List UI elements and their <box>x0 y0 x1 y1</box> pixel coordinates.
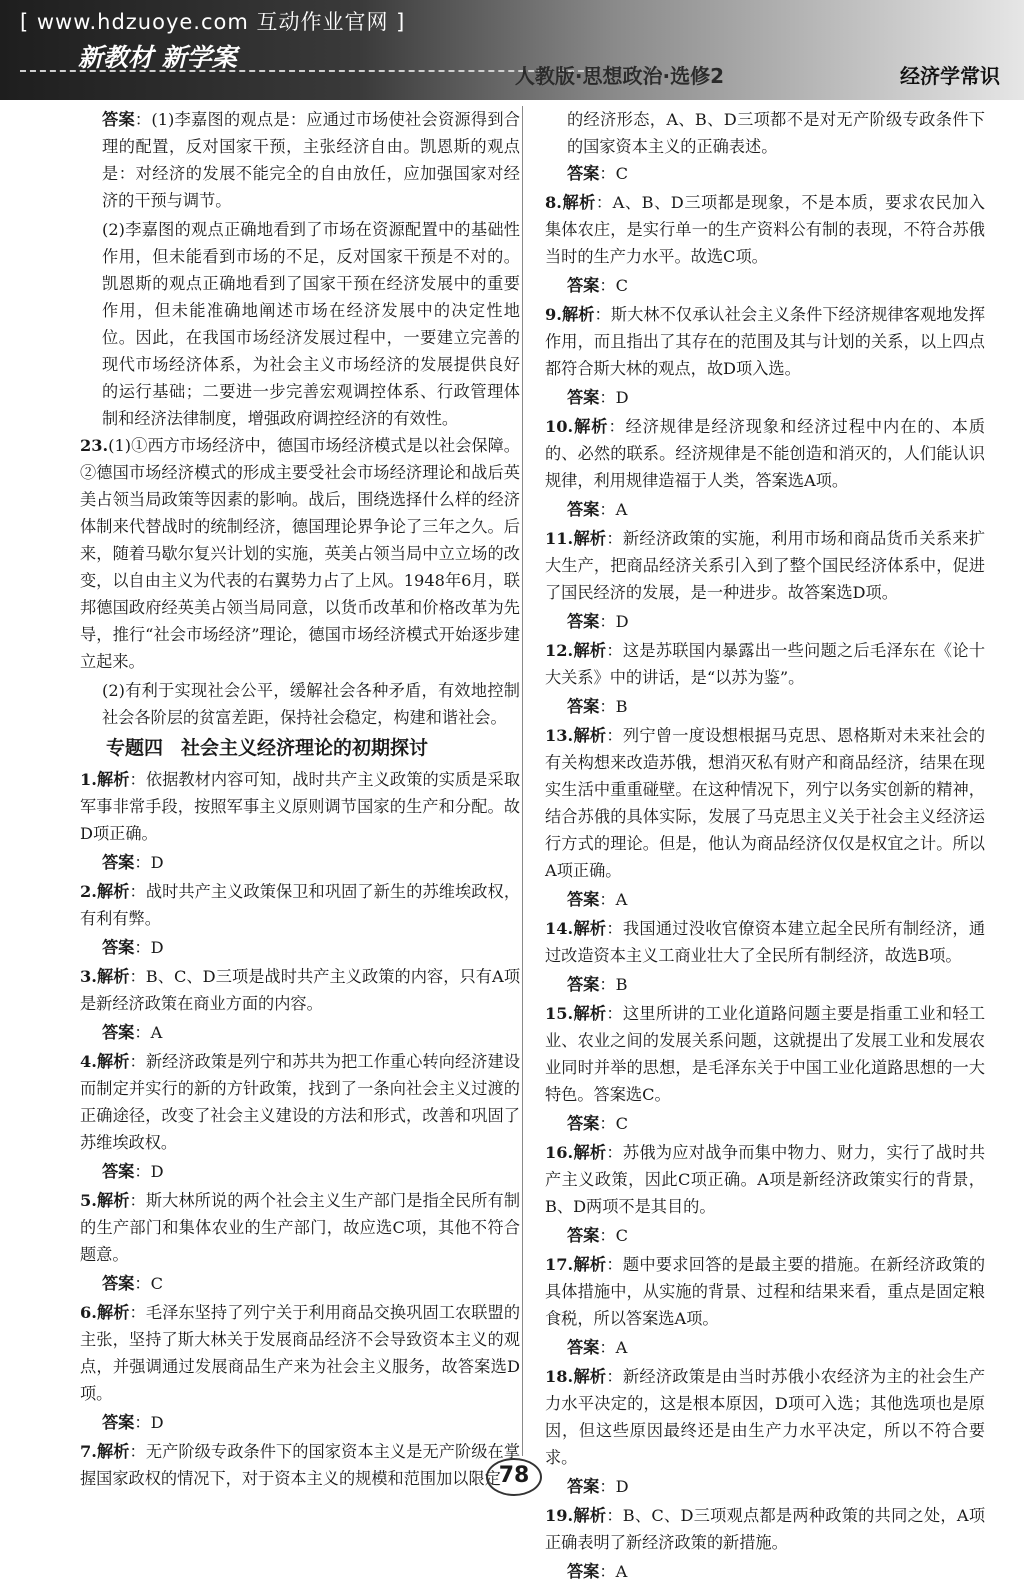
answer-value: D <box>615 1477 629 1496</box>
answer-value: D <box>150 1413 164 1432</box>
right-column <box>545 106 985 1587</box>
question-number: 13. <box>545 726 574 745</box>
header-subject: 人教版·思想政治·选修2 <box>514 64 724 88</box>
analysis-label: 解析 <box>573 641 607 660</box>
answer-label: 答案 <box>567 1114 600 1133</box>
book-brand: 新教材 新学案 <box>78 43 237 72</box>
question-item: 12.解析：这是苏联国内暴露出一些问题之后毛泽东在《论十大关系》中的讲话，是“以苏为鉴”。 <box>545 641 986 687</box>
q7-continuation: 的经济形态，A、B、D三项都不是对无产阶级专政条件下的国家资本主义的正确表述。 <box>567 110 985 156</box>
question-number: 7. <box>80 1442 97 1461</box>
question-item: 17.解析：题中要求回答的是最主要的措施。在新经济政策的具体措施中，从实施的背景、过程和结果来看，重点是固定粮食税，所以答案选A项。 <box>545 1255 986 1328</box>
question-number: 8. <box>545 193 562 212</box>
answer-label: 答案 <box>567 1477 600 1496</box>
answer-label: 答案 <box>567 276 600 295</box>
answer-value: C <box>615 1226 628 1245</box>
question-number: 1. <box>80 770 97 789</box>
q23-part1: (1)①西方市场经济中，德国市场经济模式是以社会保障。②德国市场经济模式的形成主要受社会市场经济理论和战后英美占领当局政策等因素的影响。战后，围绕选择什么样的经济体制来代替战时的统制经济，德国理论界争论了三年之久。后来，随着马歇尔复兴计划的实施，英美占领当局中立立场的改变，以自由主义为代表的右翼势力占了上风。1948年6月，联邦德国政府经英美占领当局同意，以货币改革和价格改革为先导，推行“社会市场经济”理论，德国市场经济模式开始逐步建立起来。 <box>80 436 520 671</box>
analysis-label: 解析 <box>573 919 607 938</box>
answer-value: C <box>615 164 628 183</box>
answer-label: 答案 <box>102 1023 135 1042</box>
answer-value: A <box>615 890 628 909</box>
answer-label: 答案 <box>567 612 600 631</box>
question-number: 11. <box>545 529 574 548</box>
analysis-text: 无产阶级专政条件下的国家资本主义是无产阶级在掌握国家政权的情况下，对于资本主义的规模和范围加以限定 <box>80 1442 521 1488</box>
question-item: 14.解析：我国通过没收官僚资本建立起全民所有制经济，通过改造资本主义工商业壮大了全民所有制经济，故选B项。 <box>545 919 986 965</box>
question-number: 12. <box>545 641 574 660</box>
answer-value: B <box>615 975 628 994</box>
question-number: 14. <box>545 919 574 938</box>
answer-label: 答案 <box>567 164 600 183</box>
analysis-label: 解析 <box>96 967 130 986</box>
analysis-text: 依据教材内容可知，战时共产主义政策的实质是采取军事非常手段，按照军事主义原则调节国家的生产和分配。故D项正确。 <box>80 770 521 843</box>
answer-label: 答案 <box>567 975 600 994</box>
answer-line: 答案：C <box>567 1114 628 1133</box>
answer-label: 答案 <box>567 500 600 519</box>
question-item: 4.解析：新经济政策是列宁和苏共为把工作重心转向经济建设而制定并实行的新的方针政策，找到了一条向社会主义过渡的正确途径，改变了社会主义建设的方法和形式，改善和巩固了苏维埃政权。 <box>80 1052 521 1152</box>
answer-label: 答案 <box>567 1562 600 1581</box>
question-item: 6.解析：毛泽东坚持了列宁关于利用商品交换巩固工农联盟的主张，坚持了斯大林关于发展商品经济不会导致资本主义的观点，并强调通过发展商品生产来为社会主义服务，故答案选D项。 <box>80 1303 521 1403</box>
question-number: 2. <box>80 882 97 901</box>
analysis-label: 解析 <box>96 1442 130 1461</box>
header-divider <box>20 70 594 72</box>
answer-label: 答案 <box>102 1162 135 1181</box>
analysis-label: 解析 <box>573 1255 607 1274</box>
question-number: 10. <box>545 417 574 436</box>
answer-line: 答案：A <box>567 500 628 519</box>
answer-line: 答案：A <box>567 1338 628 1357</box>
question-number: 23. <box>80 436 109 455</box>
analysis-text: 苏俄为应对战争而集中物力、财力，实行了战时共产主义政策，因此C项正确。A项是新经济政策实行的背景，B、D两项不是其目的。 <box>545 1143 986 1216</box>
question-number: 4. <box>80 1052 97 1071</box>
answer-label: 答案 <box>102 938 135 957</box>
right-item-list <box>545 189 985 1585</box>
question-number: 19. <box>545 1506 574 1525</box>
question-number: 17. <box>545 1255 574 1274</box>
answer-line: 答案：D <box>567 388 629 407</box>
left-item-list <box>80 766 520 1492</box>
question-item: 9.解析：斯大林不仅承认社会主义条件下经济规律客观地发挥作用，而且指出了其存在的范围及其与计划的关系，以上四点都符合斯大林的观点，故D项入选。 <box>545 305 986 378</box>
answer-value: D <box>150 853 164 872</box>
answer-label: 答案 <box>102 110 135 129</box>
answer-value: A <box>615 1338 628 1357</box>
answer-line: 答案：C <box>567 1226 628 1245</box>
q22-part1: (1)李嘉图的观点是：应通过市场使社会资源得到合理的配置，反对国家干预，主张经济自由。凯恩斯的观点是：对经济的发展不能完全的自由放任，应加强国家对经济的干预与调节。 <box>102 110 520 210</box>
answer-line: 答案：C <box>567 276 628 295</box>
analysis-label: 解析 <box>96 1303 130 1322</box>
analysis-text: 新经济政策的实施，利用市场和商品货币关系来扩大生产，把商品经济关系引入到了整个国民经济体系中，促进了国民经济的发展，是一种进步。故答案选D项。 <box>545 529 986 602</box>
answer-label: 答案 <box>567 697 600 716</box>
answer-label: 答案 <box>567 388 600 407</box>
question-item: 5.解析：斯大林所说的两个社会主义生产部门是指全民所有制的生产部门和集体农业的生产部门，故应选C项，其他不符合题意。 <box>80 1191 521 1264</box>
analysis-label: 解析 <box>561 305 595 324</box>
answer-value: D <box>150 938 164 957</box>
question-item: 3.解析：B、C、D三项是战时共产主义政策的内容，只有A项是新经济政策在商业方面的内容。 <box>80 967 521 1013</box>
analysis-text: 毛泽东坚持了列宁关于利用商品交换巩固工农联盟的主张，坚持了斯大林关于发展商品经济不会导致资本主义的观点，并强调通过发展商品生产来为社会主义服务，故答案选D项。 <box>80 1303 521 1403</box>
question-number: 3. <box>80 967 97 986</box>
analysis-text: 经济规律是经济现象和经济过程中内在的、本质的、必然的联系。经济规律是不能创造和消灭的，人们能认识规律，利用规律造福于人类，答案选A项。 <box>545 417 986 490</box>
question-item: 7.解析：无产阶级专政条件下的国家资本主义是无产阶级在掌握国家政权的情况下，对于资本主义的规模和范围加以限定 <box>80 1442 521 1488</box>
analysis-label: 解析 <box>573 1143 607 1162</box>
analysis-label: 解析 <box>573 1506 607 1525</box>
analysis-text: 这里所讲的工业化道路问题主要是指重工业和轻工业、农业之间的发展关系问题，这就提出了发展工业和发展农业同时并举的思想，是毛泽东关于中国工业化道路思想的一大特色。答案选C。 <box>545 1004 986 1104</box>
analysis-label: 解析 <box>573 726 607 745</box>
analysis-text: B、C、D三项观点都是两种政策的共同之处，A项正确表明了新经济政策的新措施。 <box>545 1506 986 1552</box>
question-item: 15.解析：这里所讲的工业化道路问题主要是指重工业和轻工业、农业之间的发展关系问题，这就提出了发展工业和发展农业同时并举的思想，是毛泽东关于中国工业化道路思想的一大特色。答案选C。 <box>545 1004 986 1104</box>
answer-line: 答案：D <box>102 1162 164 1181</box>
answer-line: 答案：A <box>567 1562 628 1581</box>
question-item: 16.解析：苏俄为应对战争而集中物力、财力，实行了战时共产主义政策，因此C项正确。A项是新经济政策实行的背景，B、D两项不是其目的。 <box>545 1143 986 1216</box>
analysis-label: 解析 <box>573 529 607 548</box>
answer-value: D <box>615 388 629 407</box>
answer-value: C <box>150 1274 163 1293</box>
question-number: 15. <box>545 1004 574 1023</box>
question-item: 8.解析：A、B、D三项都是现象，不是本质，要求农民加入集体农庄，是实行单一的生产资料公有制的表现，不符合苏俄当时的生产力水平。故选C项。 <box>545 193 985 266</box>
answer-line: 答案：D <box>102 853 164 872</box>
answer-value: D <box>150 1162 164 1181</box>
answer-line: 答案：D <box>102 1413 164 1432</box>
answer-label: 答案 <box>102 1413 135 1432</box>
answer-label: 答案 <box>567 1226 600 1245</box>
answer-value: C <box>615 1114 628 1133</box>
question-item: 11.解析：新经济政策的实施，利用市场和商品货币关系来扩大生产，把商品经济关系引入到了整个国民经济体系中，促进了国民经济的发展，是一种进步。故答案选D项。 <box>545 529 986 602</box>
answer-value: A <box>615 500 628 519</box>
question-item: 10.解析：经济规律是经济现象和经济过程中内在的、本质的、必然的联系。经济规律是不能创造和消灭的，人们能认识规律，利用规律造福于人类，答案选A项。 <box>545 417 986 490</box>
analysis-text: 斯大林不仅承认社会主义条件下经济规律客观地发挥作用，而且指出了其存在的范围及其与计划的关系，以上四点都符合斯大林的观点，故D项入选。 <box>545 305 986 378</box>
answer-label: 答案 <box>567 1338 600 1357</box>
page-header <box>0 0 1024 100</box>
question-number: 9. <box>545 305 562 324</box>
section-heading <box>80 735 520 762</box>
answer-line: 答案：B <box>567 697 628 716</box>
site-watermark: [ www.hdzuoye.com 互动作业官网 ] <box>20 10 406 34</box>
analysis-label: 解析 <box>573 1367 607 1386</box>
analysis-label: 解析 <box>96 1052 130 1071</box>
analysis-text: 我国通过没收官僚资本建立起全民所有制经济，通过改造资本主义工商业壮大了全民所有制经济，故选B项。 <box>545 919 986 965</box>
q22-answer: 答案：(1)李嘉图的观点是：应通过市场使社会资源得到合理的配置，反对国家干预，主张经济自由。凯恩斯的观点是：对经济的发展不能完全的自由放任，应加强国家对经济的干预与调节。 <box>102 110 520 210</box>
q23-part2: (2)有利于实现社会公平，缓解社会各种矛盾，有效地控制社会各阶层的贫富差距，保持社会稳定，构建和谐社会。 <box>102 681 520 727</box>
analysis-text: B、C、D三项是战时共产主义政策的内容，只有A项是新经济政策在商业方面的内容。 <box>80 967 521 1013</box>
analysis-text: 战时共产主义政策保卫和巩固了新生的苏维埃政权，有利有弊。 <box>80 882 521 928</box>
analysis-text: A、B、D三项都是现象，不是本质，要求农民加入集体农庄，是实行单一的生产资料公有制的表现，不符合苏俄当时的生产力水平。故选C项。 <box>545 193 985 266</box>
analysis-text: 新经济政策是列宁和苏共为把工作重心转向经济建设而制定并实行的新的方针政策，找到了一条向社会主义过渡的正确途径，改变了社会主义建设的方法和形式，改善和巩固了苏维埃政权。 <box>80 1052 521 1152</box>
answer-value: A <box>615 1562 628 1581</box>
question-number: 16. <box>545 1143 574 1162</box>
analysis-text: 这是苏联国内暴露出一些问题之后毛泽东在《论十大关系》中的讲话，是“以苏为鉴”。 <box>545 641 986 687</box>
analysis-text: 题中要求回答的是最主要的措施。在新经济政策的具体措施中，从实施的背景、过程和结果来看，重点是固定粮食税，所以答案选A项。 <box>545 1255 986 1328</box>
question-number: 18. <box>545 1367 574 1386</box>
answer-label: 答案 <box>102 1274 135 1293</box>
analysis-text: 斯大林所说的两个社会主义生产部门是指全民所有制的生产部门和集体农业的生产部门，故应选C项，其他不符合题意。 <box>80 1191 521 1264</box>
answer-value: A <box>150 1023 163 1042</box>
section-label: 专题四 <box>106 737 164 759</box>
question-item: 19.解析：B、C、D三项观点都是两种政策的共同之处，A项正确表明了新经济政策的新措施。 <box>545 1506 986 1552</box>
answer-label: 答案 <box>567 890 600 909</box>
left-column <box>80 106 520 1494</box>
answer-line: 答案：D <box>102 938 164 957</box>
answer-line: 答案：D <box>567 612 629 631</box>
analysis-label: 解析 <box>96 770 130 789</box>
analysis-text: 新经济政策是由当时苏俄小农经济为主的社会生产力水平决定的，这是根本原因，D项可入选；其他选项也是原因，但这些原因最终还是由生产力水平决定，所以不符合要求。 <box>545 1367 986 1467</box>
analysis-label: 解析 <box>573 417 609 436</box>
column-divider <box>522 106 523 1456</box>
answer-line: 答案：A <box>102 1023 163 1042</box>
answer-line: 答案：D <box>567 1477 629 1496</box>
q23 <box>80 432 520 675</box>
answer-line: 答案：C <box>102 1274 163 1293</box>
question-item: 1.解析：依据教材内容可知，战时共产主义政策的实质是采取军事非常手段，按照军事主义原则调节国家的生产和分配。故D项正确。 <box>80 770 521 843</box>
page-number: 78 <box>486 1458 542 1496</box>
section-title: 社会主义经济理论的初期探讨 <box>181 737 429 759</box>
question-item: 13.解析：列宁曾一度设想根据马克思、恩格斯对未来社会的有关构想来改造苏俄，想消灭私有财产和商品经济，结果在现实生活中重重碰壁。在这种情况下，列宁以务实创新的精神，结合苏俄的具体实际，发展了马克思主义关于社会主义经济运行方式的理论。但是，他认为商品经济仅仅是权宜之计。所以A项正确。 <box>545 726 986 880</box>
answer-line: 答案：A <box>567 890 628 909</box>
answer-value: B <box>615 697 628 716</box>
analysis-label: 解析 <box>96 1191 130 1210</box>
analysis-label: 解析 <box>573 1004 607 1023</box>
question-item: 18.解析：新经济政策是由当时苏俄小农经济为主的社会生产力水平决定的，这是根本原因，D项可入选；其他选项也是原因，但这些原因最终还是由生产力水平决定，所以不符合要求。 <box>545 1367 986 1467</box>
question-number: 5. <box>80 1191 97 1210</box>
header-course: 经济学常识 <box>900 64 1000 88</box>
analysis-text: 列宁曾一度设想根据马克思、恩格斯对未来社会的有关构想来改造苏俄，想消灭私有财产和商品经济，结果在现实生活中重重碰壁。在这种情况下，列宁以务实创新的精神，结合苏俄的具体实际，发展了马克思主义关于社会主义经济运行方式的理论。但是，他认为商品经济仅仅是权宜之计。所以A项正确。 <box>545 726 986 880</box>
answer-line: 答案：B <box>567 975 628 994</box>
q7-answer: 答案：C <box>567 164 628 183</box>
answer-value: D <box>615 612 629 631</box>
question-number: 6. <box>80 1303 97 1322</box>
answer-value: C <box>615 276 628 295</box>
answer-label: 答案 <box>102 853 135 872</box>
analysis-label: 解析 <box>96 882 130 901</box>
question-item: 2.解析：战时共产主义政策保卫和巩固了新生的苏维埃政权，有利有弊。 <box>80 882 521 928</box>
analysis-label: 解析 <box>561 193 596 212</box>
q22-part2: (2)李嘉图的观点正确地看到了市场在资源配置中的基础性作用，但未能看到市场的不足，反对国家干预是不对的。凯恩斯的观点正确地看到了国家干预在经济发展中的重要作用，但未能准确地阐述市场在经济发展中的决定性地位。因此，在我国市场经济发展过程中，一要建立完善的现代市场经济体系，为社会主义市场经济的发展提供良好的运行基础；二要进一步完善宏观调控体系、行政管理体制和经济法律制度，增强政府调控经济的有效性。 <box>102 220 520 428</box>
